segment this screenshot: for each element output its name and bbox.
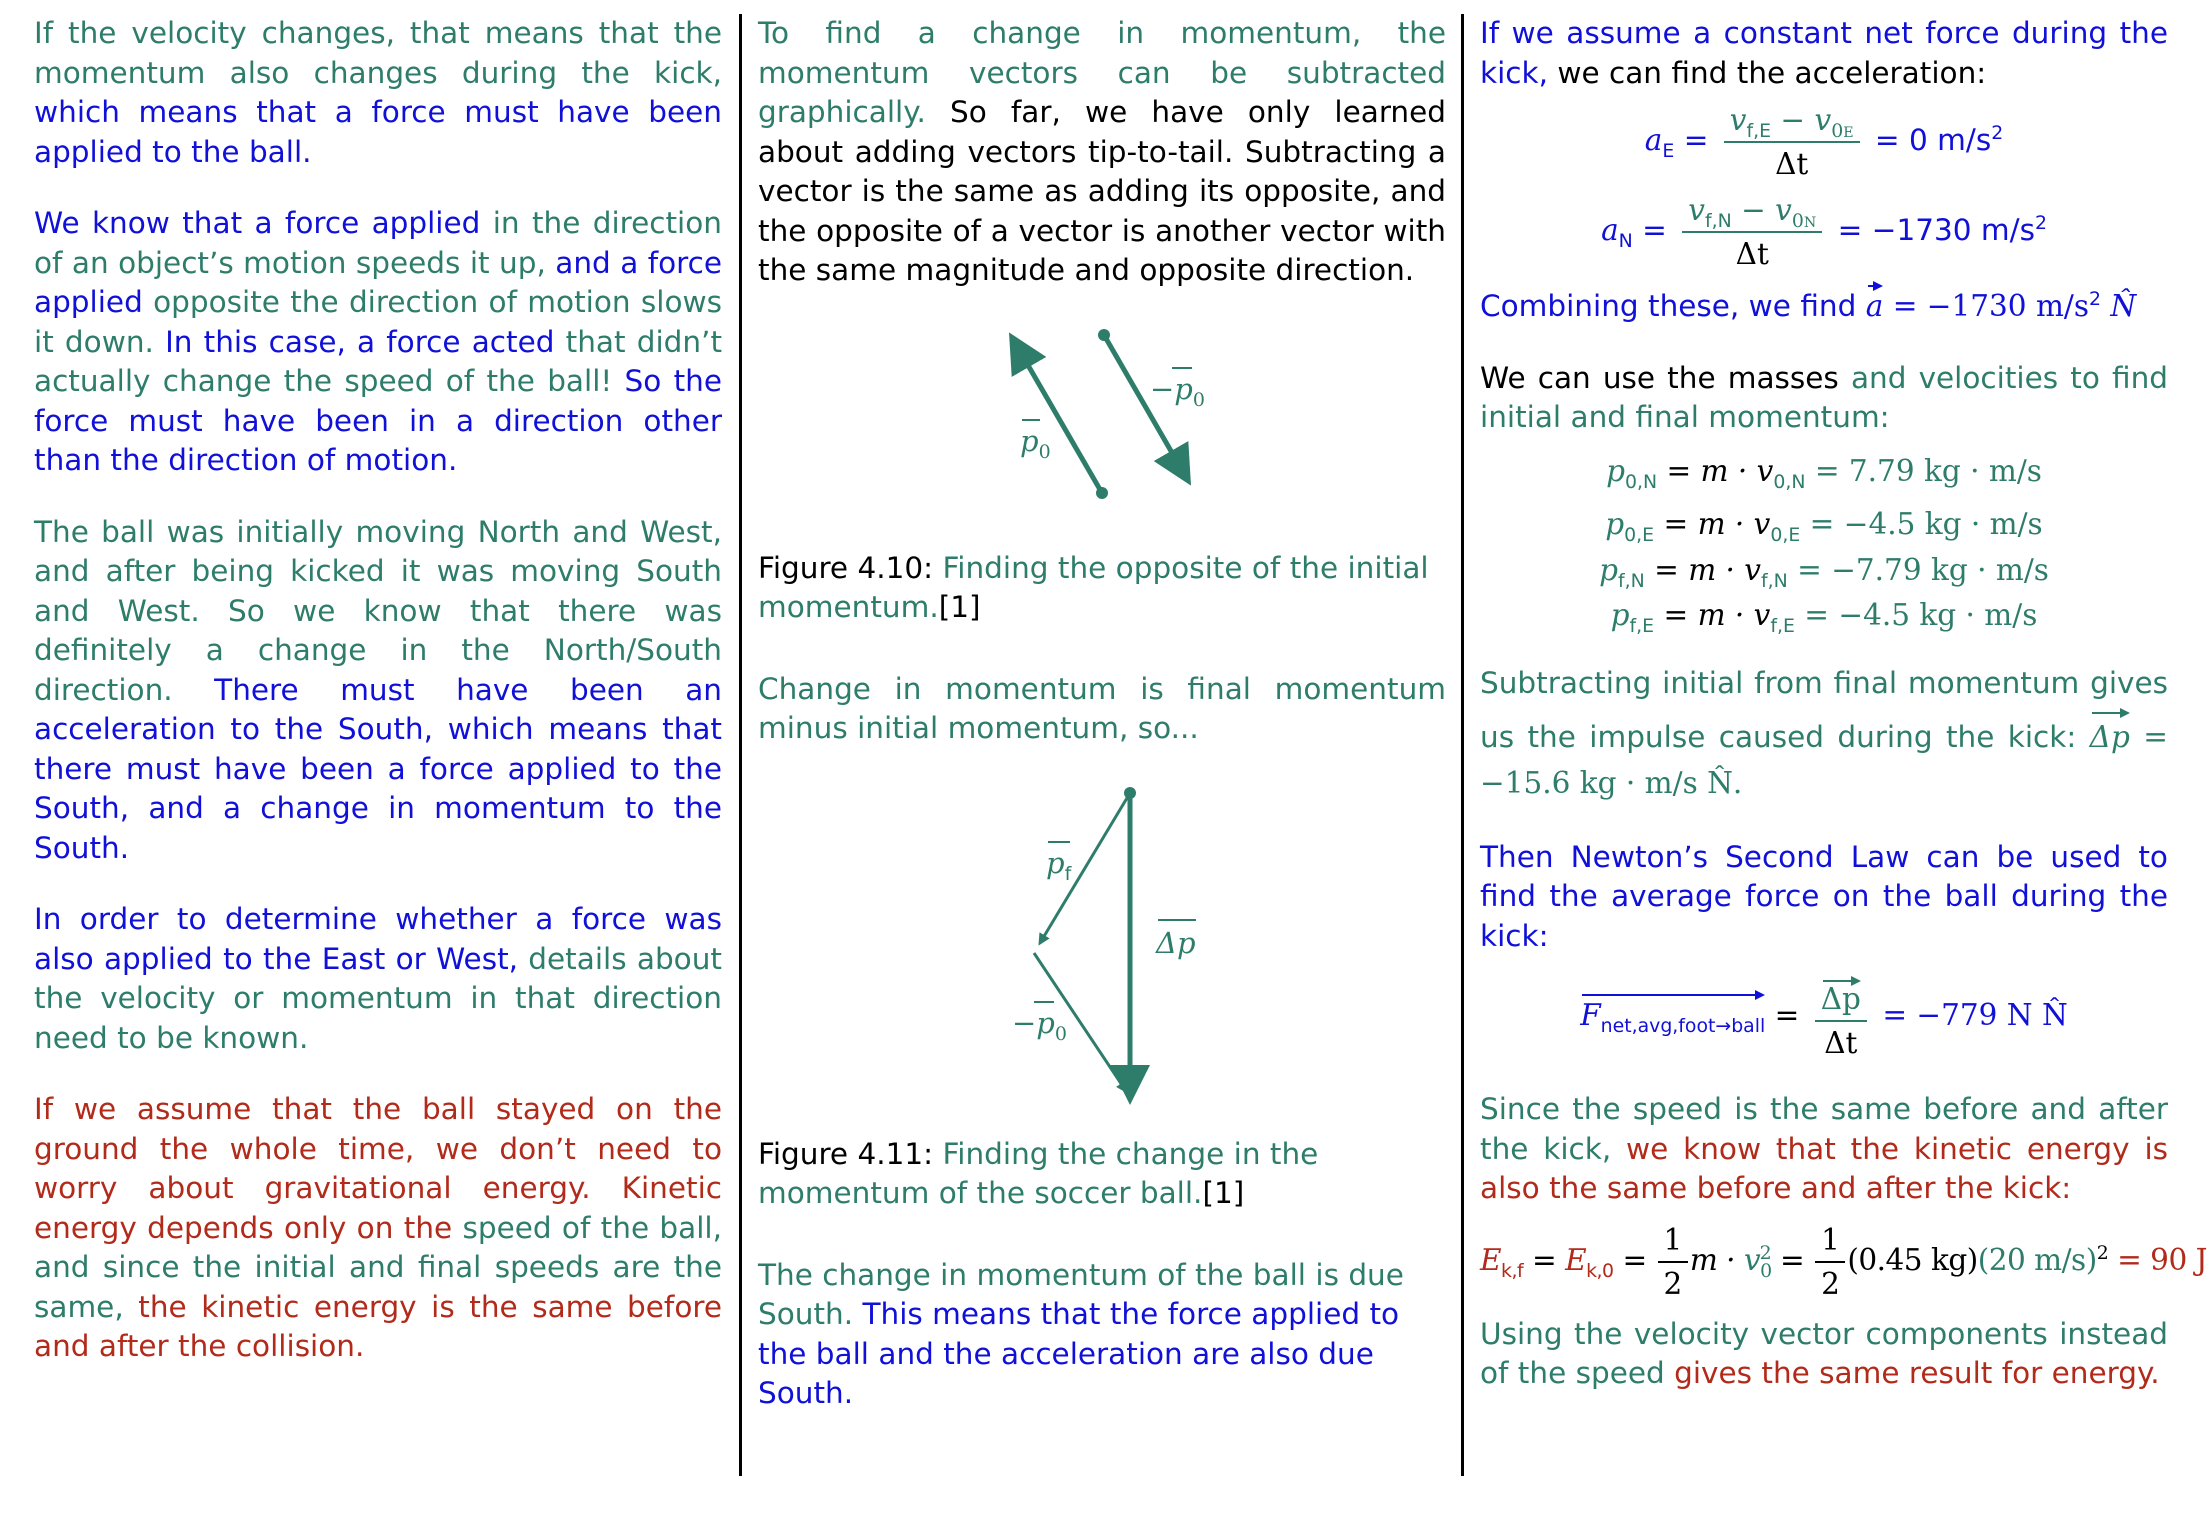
label-pf: $p_f$ [1046, 845, 1072, 885]
text-green: opposite the direction of motion slows it down. [34, 285, 722, 359]
vector-p0-tail [1096, 487, 1108, 499]
paragraph-vector-subtraction [758, 14, 1446, 291]
eq-velocity: (20 m/s) [1977, 1242, 2097, 1277]
text-black: We can use the masses [1480, 360, 1839, 395]
caption-number: Figure 4.10: [758, 550, 934, 585]
text-blue: So the force must have been in a direction other than the direction of motion. [34, 364, 722, 477]
paragraph-newton-second-law: Then Newton’s Second Law can be used to find the average force on the ball during the kick: [1480, 839, 2168, 953]
eq-subscript: k,0 [1586, 1259, 1614, 1282]
text-green: speed of the ball, and since the initial and final speeds are the same, [34, 1210, 722, 1324]
text-blue: and a force applied [34, 245, 722, 319]
label-delta-p: Δp [1156, 925, 1196, 960]
paragraph-constant-force [1480, 14, 2168, 93]
text-black: we can find the acceleration: [1547, 55, 1987, 90]
text-blue: In this case, a force acted [153, 324, 555, 359]
vector-neg-p0-tail [1098, 329, 1110, 341]
paragraph-impulse [1480, 660, 2168, 806]
text-green: Using the velocity vector components instead of the speed [1480, 1316, 2168, 1390]
eq-denominator: Δt [1775, 147, 1809, 181]
vector-delta-p: Δp [2090, 706, 2130, 760]
paragraph-east-west [34, 900, 722, 1058]
caption-reference: [1] [1202, 1176, 1245, 1210]
eq-superscript: 2 [1991, 122, 2004, 145]
eq-subscript: 0 [1831, 119, 1844, 142]
eq-symbol: v [1743, 1242, 1761, 1277]
eq-subscript: 0,N [1773, 470, 1806, 493]
eq-rhs: = 7.79 kg · m/s [1805, 453, 2042, 488]
label-neg-p0: $-p_0$ [1012, 1005, 1067, 1045]
text-green: The change in momentum of the ball is due South. [758, 1257, 1404, 1331]
text-green: The ball was initially moving North and West, and after being kicked it was moving South and West. So we know that there was definitely a change in the North/South direction. [34, 514, 722, 707]
vector-neg-p0-arrow [1104, 335, 1186, 477]
eq-subscript: f,N [1704, 209, 1732, 232]
fraction [1682, 193, 1822, 271]
figure-4-11 [758, 769, 1446, 1129]
eq-symbol: a [1644, 123, 1663, 157]
eq-operator: = [1771, 1242, 1814, 1277]
text-blue: We know that a force applied [34, 206, 481, 240]
eq-operator: − [1731, 193, 1776, 227]
eq-mid: = m · v [1654, 507, 1771, 541]
figure-4-10 [758, 323, 1446, 543]
eq-symbol: v [1775, 193, 1792, 227]
equation-kinetic-energy [1480, 1222, 2207, 1301]
eq-denominator: Δt [1824, 1026, 1858, 1060]
text-green: in the direction of an object’s motion speeds it up, [34, 206, 722, 280]
eq-symbol: E [1565, 1242, 1587, 1277]
text-green: details about the velocity or momentum in that direction need to be known. [34, 941, 722, 1055]
eq-symbol: p [1606, 453, 1625, 488]
equation-p0n [1480, 452, 2168, 492]
label-neg-p0: $-p_0$ [1150, 371, 1205, 411]
text-blue: If we assume a constant net force during the kick, [1480, 16, 2168, 90]
caption-text: Finding the opposite of the initial momentum. [758, 550, 1429, 624]
eq-symbol: m · [1689, 1242, 1744, 1277]
eq-mid: = m · v [1657, 453, 1774, 488]
figure-4-11-diagram [758, 769, 1446, 1129]
text-black: So far, we have only learned about adding vectors tip-to-tail. Subtracting a vector is the same as adding its opposite, and the opposite of a vector is another vector with the same magnitude and opposite direction. [758, 95, 1446, 287]
eq-rhs: = −4.5 kg · m/s [1800, 507, 2043, 541]
text-red: If we assume that the ball stayed on the ground the whole time, we don’t need to worry about gravitational energy. [34, 1092, 722, 1205]
text-red: Kinetic energy depends only on the [34, 1171, 723, 1245]
eq-subscript: 0 [1791, 209, 1804, 232]
equation-p0e [1480, 505, 2168, 545]
figure-4-11-caption [758, 1135, 1446, 1214]
eq-subscript: f,E [1770, 614, 1795, 637]
paragraph-masses-velocities [1480, 359, 2168, 438]
paragraph-combining [1480, 279, 2168, 327]
eq-symbol: v [1688, 193, 1705, 227]
column-divider-right [1461, 14, 1464, 1476]
eq-symbol: p [1599, 552, 1618, 587]
eq-subscript: E [1843, 124, 1854, 141]
equation-pfn [1480, 551, 2168, 591]
equation-acceleration-east: $a_E$ = $\frac{v_{f,E} - v_{0E}}{\Delta t}$ = 0 $m/s^2$ [1644, 103, 2004, 181]
eq-subscript: net,avg,foot→ball [1600, 1014, 1766, 1037]
eq-symbol: p [1605, 507, 1625, 541]
eq-mass: (0.45 kg) [1847, 1242, 1978, 1277]
unit-vector-n: N̂ [2101, 289, 2137, 323]
eq-superscript: 2 [2034, 212, 2047, 235]
paragraph-due-south [758, 1256, 1446, 1414]
paragraph-velocity-change [34, 14, 722, 172]
figure-4-10-diagram [758, 323, 1446, 543]
eq-subscript: N [1803, 214, 1817, 231]
eq-superscript: 2 [2089, 288, 2102, 311]
column-divider-left [739, 14, 742, 1476]
eq-subscript: f,N [1617, 569, 1645, 592]
eq-numerator: Δp [1821, 974, 1861, 1016]
momentum-equations [1480, 452, 2168, 636]
eq-symbol: F [1580, 998, 1601, 1032]
text-blue: Combining these, we find [1480, 289, 1866, 323]
eq-rhs: = −1730 m/s [1883, 289, 2090, 323]
text-blue: In order to determine whether a force was also applied to the East or West, [34, 902, 722, 976]
eq-denominator: Δt [1735, 237, 1769, 271]
text-green: that didn’t actually change the speed of the ball! [34, 324, 723, 398]
text-red: we know that the kinetic energy is also the same before and after the kick: [1480, 1131, 2169, 1205]
eq-subscript: f,N [1760, 569, 1788, 592]
paragraph-kinetic-energy [34, 1090, 722, 1367]
eq-denominator: 2 [1663, 1266, 1682, 1301]
eq-rhs: = −4.5 kg · m/s [1794, 598, 2038, 632]
eq-denominator: 2 [1821, 1266, 1840, 1301]
eq-rhs: = 0 m/s [1874, 123, 1992, 157]
eq-numerator: 1 [1658, 1223, 1688, 1263]
text-green: Subtracting initial from final momentum gives us the impulse caused during the kick: [1480, 665, 2168, 754]
text-blue: There must have been an acceleration to the South, which means that there must have been a force applied to the South, and a change in momentum to the South. [34, 672, 722, 865]
text-blue: This means that the force applied to the ball and the acceleration are also due South. [758, 1297, 1400, 1410]
eq-rhs: = 90 J [2108, 1242, 2207, 1277]
equation-pfe [1480, 596, 2168, 636]
eq-subscript: 0,N [1624, 470, 1658, 493]
eq-operator: = [1613, 1242, 1656, 1277]
equation-acceleration-north: $a_N$ = $\frac{v_{f,N} - v_{0N}}{\Delta t}$ = −1730 $m/s^2$ [1601, 193, 2047, 271]
column-middle [758, 14, 1446, 1446]
fraction-half [1815, 1223, 1845, 1301]
text-green: If the velocity changes, that means that the momentum also changes during the kick, [34, 16, 722, 90]
text-red: the kinetic energy is the same before and after the collision. [34, 1289, 722, 1363]
eq-subscript: k,f [1501, 1259, 1524, 1282]
text-green: and velocities to find initial and final momentum: [1480, 360, 2168, 434]
eq-numerator: 1 [1815, 1223, 1845, 1263]
caption-text: Finding the change in the momentum of the soccer ball. [758, 1136, 1319, 1210]
paragraph-velocity-components [1480, 1315, 2168, 1394]
eq-operator: = [1523, 1242, 1566, 1277]
fraction [1815, 974, 1867, 1060]
eq-mid: = m · v [1644, 552, 1761, 587]
eq-rhs: = −15.6 kg · m/s N̂. [1480, 719, 2168, 800]
fraction [1724, 103, 1860, 181]
equation-average-force: $F_{net,avg,foot\to ball}$ = $\frac{\Delta p}{\Delta t}$ = −779 N N̂ [1480, 974, 2168, 1060]
text-green: To find a change in momentum, the momentum vectors can be subtracted graphically. [758, 16, 1446, 129]
vector-p0-arrow [1014, 341, 1102, 493]
eq-symbol: E [1480, 1242, 1502, 1277]
vector-a: a [1866, 279, 1884, 327]
eq-symbol: p [1610, 598, 1630, 632]
eq-subscript: 0,E [1770, 523, 1801, 546]
eq-superscript: 2 [2096, 1241, 2109, 1264]
fraction-half [1658, 1223, 1688, 1301]
text-red: gives the same result for energy. [1664, 1356, 2160, 1390]
caption-number: Figure 4.11: [758, 1136, 934, 1171]
eq-operator: − [1771, 103, 1815, 137]
eq-subscript: f,E [1629, 614, 1655, 637]
eq-symbol: v [1814, 103, 1832, 137]
paragraph-change-in-momentum: Change in momentum is final momentum minus initial momentum, so... [758, 671, 1446, 745]
eq-subscript: f,E [1746, 119, 1772, 142]
column-right [1480, 14, 2207, 1426]
label-p0: $p_0$ [1020, 423, 1051, 463]
eq-subscript: N [1618, 229, 1633, 252]
eq-subscript: 0 [1760, 1259, 1772, 1282]
eq-rhs: = −1730 m/s [1837, 213, 2035, 247]
eq-superscript: 2 [1759, 1241, 1772, 1264]
caption-reference: [1] [938, 590, 981, 624]
eq-subscript: 0,E [1624, 523, 1655, 546]
text-blue: which means that a force must have been applied to the ball. [34, 95, 722, 169]
paragraph-north-south [34, 513, 722, 869]
eq-rhs: = −779 N N̂ [1882, 998, 2068, 1032]
eq-mid: = m · v [1654, 598, 1771, 632]
eq-symbol: v [1729, 103, 1747, 137]
figure-4-10-caption [758, 549, 1446, 628]
paragraph-kinetic-energy-same [1480, 1090, 2168, 1209]
text-green: Since the speed is the same before and after the kick, [1480, 1092, 2168, 1166]
paragraph-force-direction [34, 204, 722, 481]
column-left [34, 14, 722, 1399]
vector-pf-tail [1124, 787, 1136, 799]
force-vector [1580, 988, 1765, 1036]
eq-subscript: E [1662, 139, 1675, 162]
eq-symbol: a [1601, 213, 1619, 247]
eq-rhs: = −7.79 kg · m/s [1787, 552, 2049, 587]
